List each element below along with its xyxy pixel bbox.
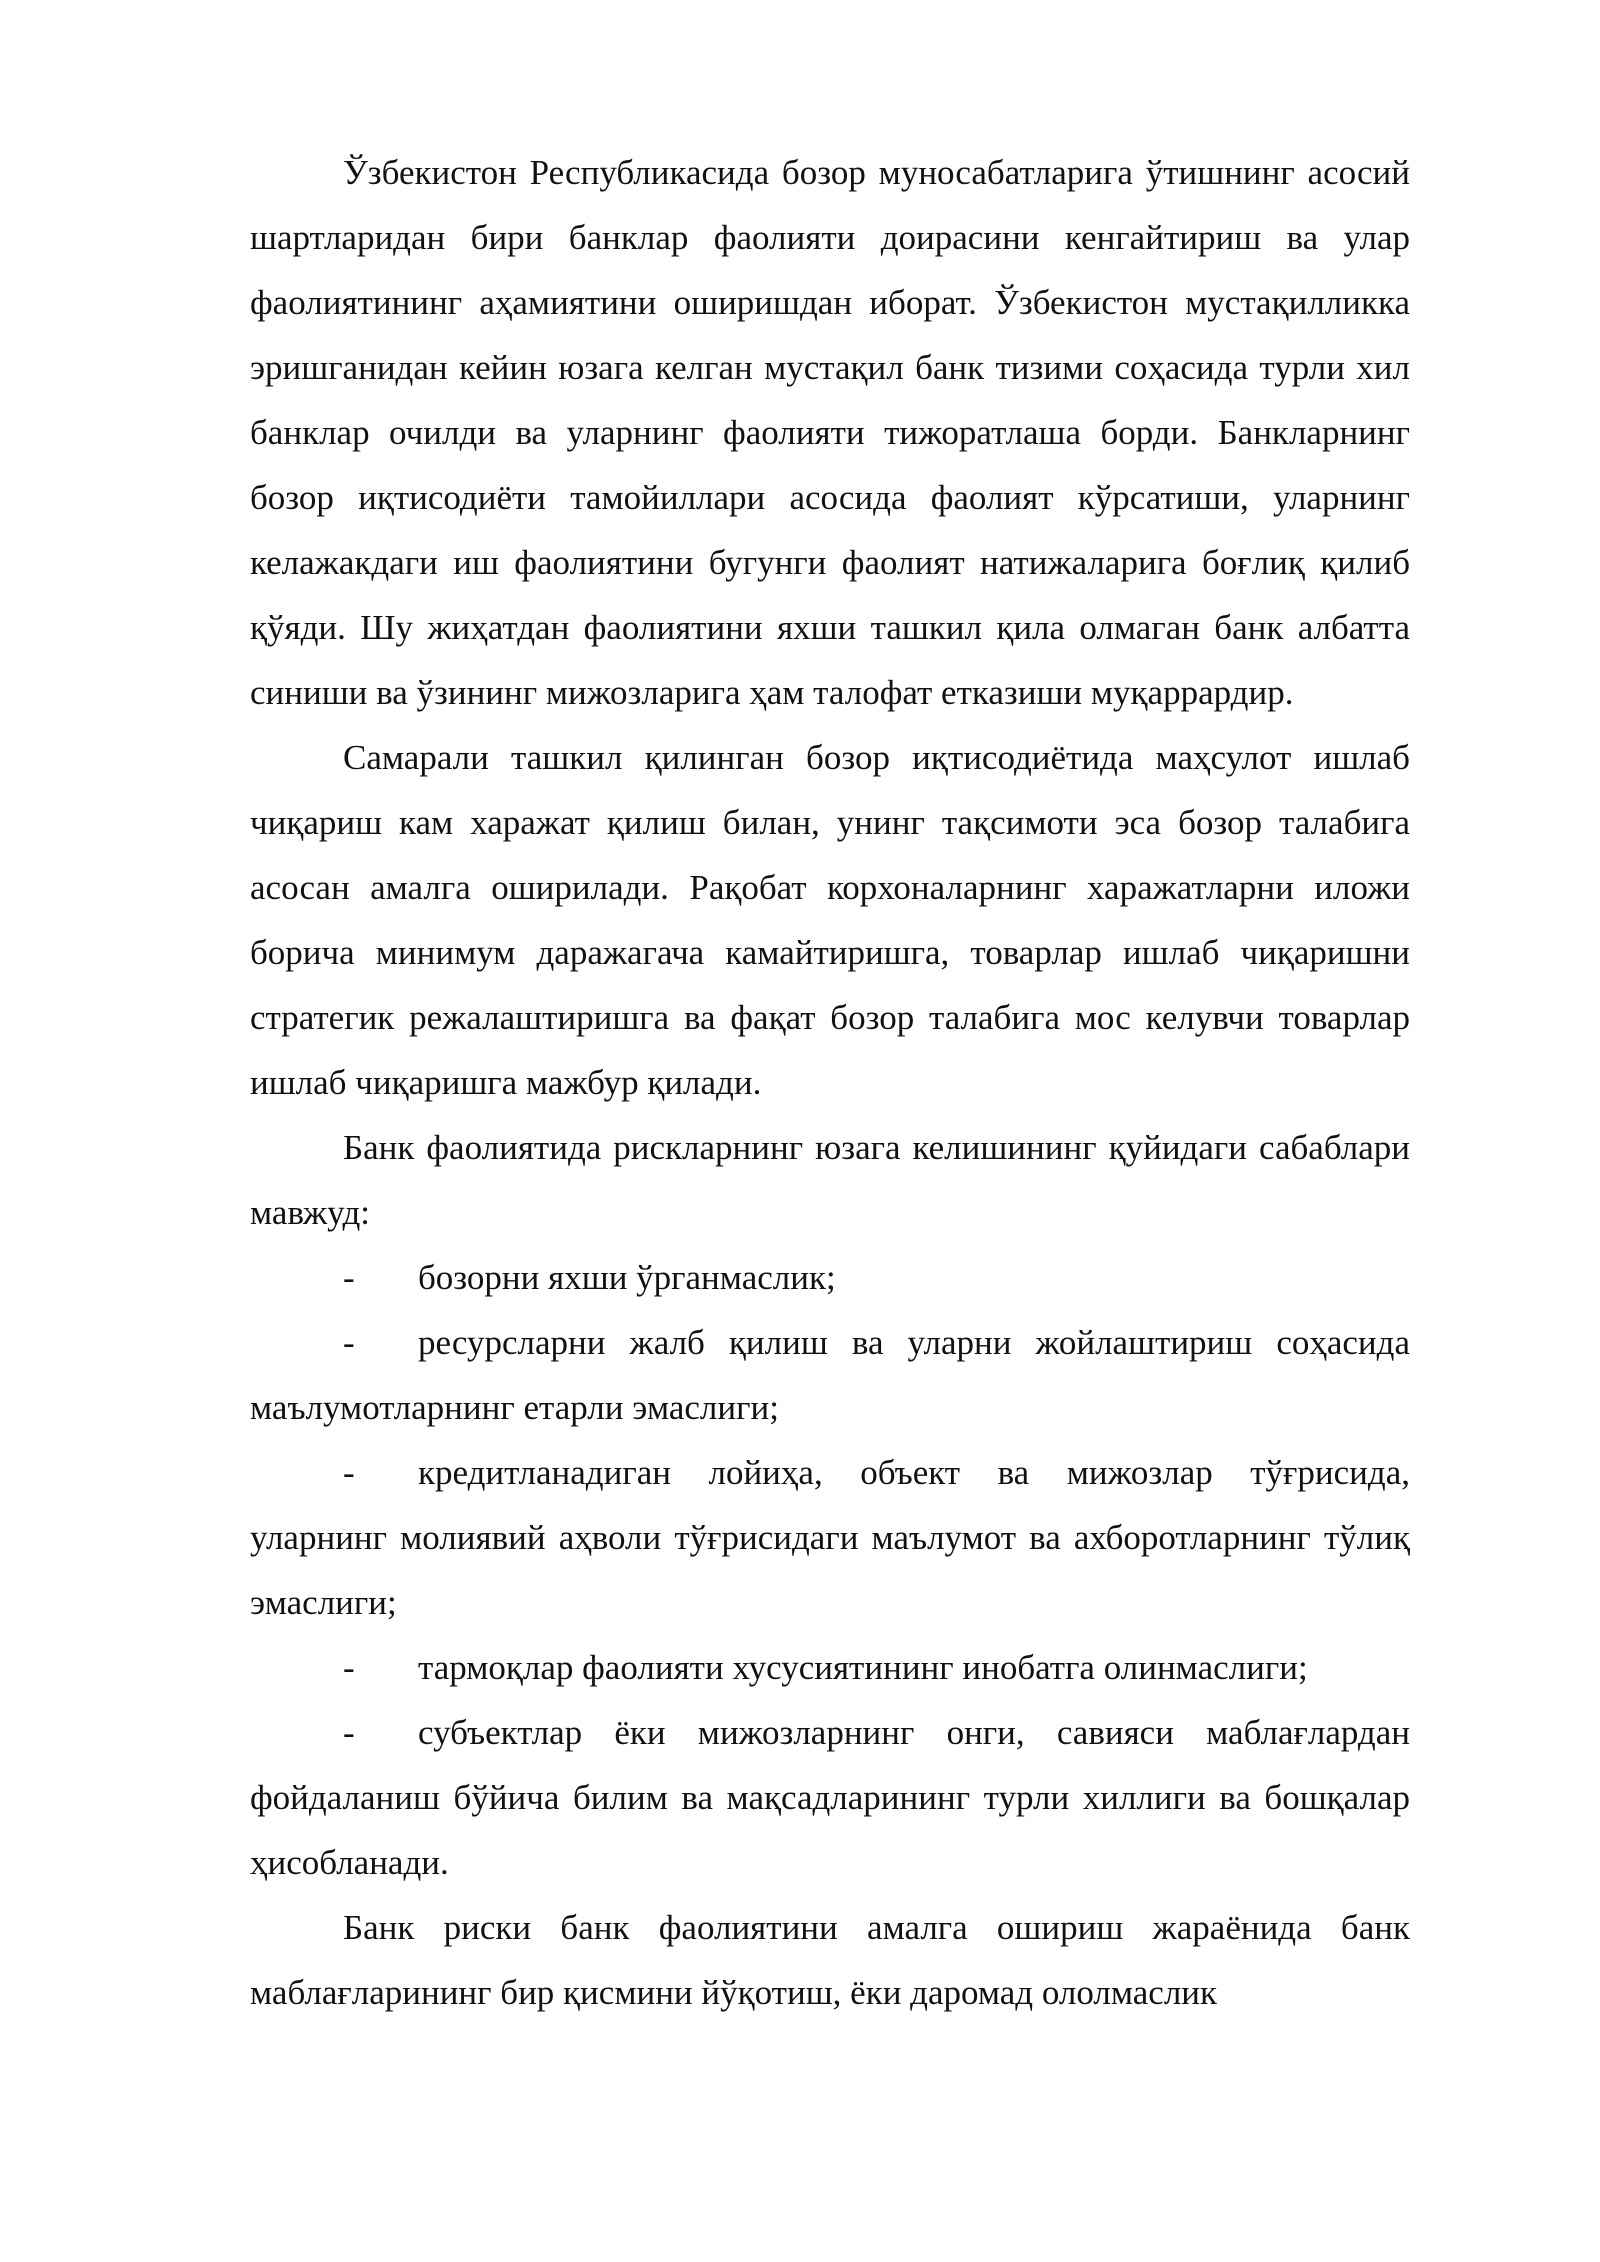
list-marker: - — [343, 1258, 355, 1297]
bullet-list — [250, 1245, 1410, 1895]
paragraph: Банк риски банк фаолиятини амалга ошириш жараёнида банк маблағларининг бир қисмини йўқотиш, ёки даромад ололмаслик — [250, 1908, 1410, 2012]
list-item-text: бозорни яхши ўрганмаслик; — [418, 1258, 836, 1297]
list-item-text: кредитланадиган лойиҳа, объект ва мижозлар тўғрисида, уларнинг молиявий аҳволи тўғрисидаги маълумот ва ахборотларнинг тўлиқ эмаслиги; — [250, 1453, 1410, 1622]
list-item-text: субъектлар ёки мижозларнинг онги, савияси маблағлардан фойдаланиш бўйича билим ва мақсадларининг турли хиллиги ва бошқалар ҳисобланади. — [250, 1713, 1410, 1882]
list-item — [250, 1310, 1410, 1440]
list-item-text: ресурсларни жалб қилиш ва уларни жойлаштириш соҳасида маълумотларнинг етарли эмаслиги; — [250, 1323, 1410, 1427]
list-item — [250, 1440, 1410, 1635]
list-marker: - — [343, 1323, 355, 1362]
list-marker: - — [343, 1648, 355, 1687]
list-item-text: тармоқлар фаолияти хусусиятининг инобатга олинмаслиги; — [418, 1648, 1308, 1687]
list-item — [250, 1635, 1410, 1700]
paragraph: Банк фаолиятида рискларнинг юзага келишининг қуйидаги сабаблари мавжуд: — [250, 1128, 1410, 1232]
list-marker: - — [343, 1713, 355, 1752]
paragraph: Самарали ташкил қилинган бозор иқтисодиётида маҳсулот ишлаб чиқариш кам харажат қилиш билан, унинг тақсимоти эса бозор талабига асосан амалга оширилади. Рақобат корхоналарнинг харажатларни иложи борича минимум даражагача камайтиришга, товарлар ишлаб чиқаришни стратегик режалаштиришга ва фақат бозор талабига мос келувчи товарлар ишлаб чиқаришга мажбур қилади. — [250, 738, 1410, 1102]
list-item — [250, 1700, 1410, 1895]
document-page — [250, 140, 1410, 2025]
list-marker: - — [343, 1453, 355, 1492]
paragraph: Ўзбекистон Республикасида бозор муносабатларига ўтишнинг асосий шартларидан бири банклар фаолияти доирасини кенгайтириш ва улар фаолиятининг аҳамиятини оширишдан иборат. Ўзбекистон мустақилликка эришганидан кейин юзага келган мустақил банк тизими соҳасида турли хил банклар очилди ва уларнинг фаолияти тижоратлаша борди. Банкларнинг бозор иқтисодиёти тамойиллари асосида фаолият кўрсатиши, уларнинг келажакдаги иш фаолиятини бугунги фаолият натижаларига боғлиқ қилиб қўяди. Шу жиҳатдан фаолиятини яхши ташкил қила олмаган банк албатта синиши ва ўзининг мижозларига ҳам талофат етказиши муқаррардир. — [250, 153, 1410, 712]
list-item — [250, 1245, 1410, 1310]
